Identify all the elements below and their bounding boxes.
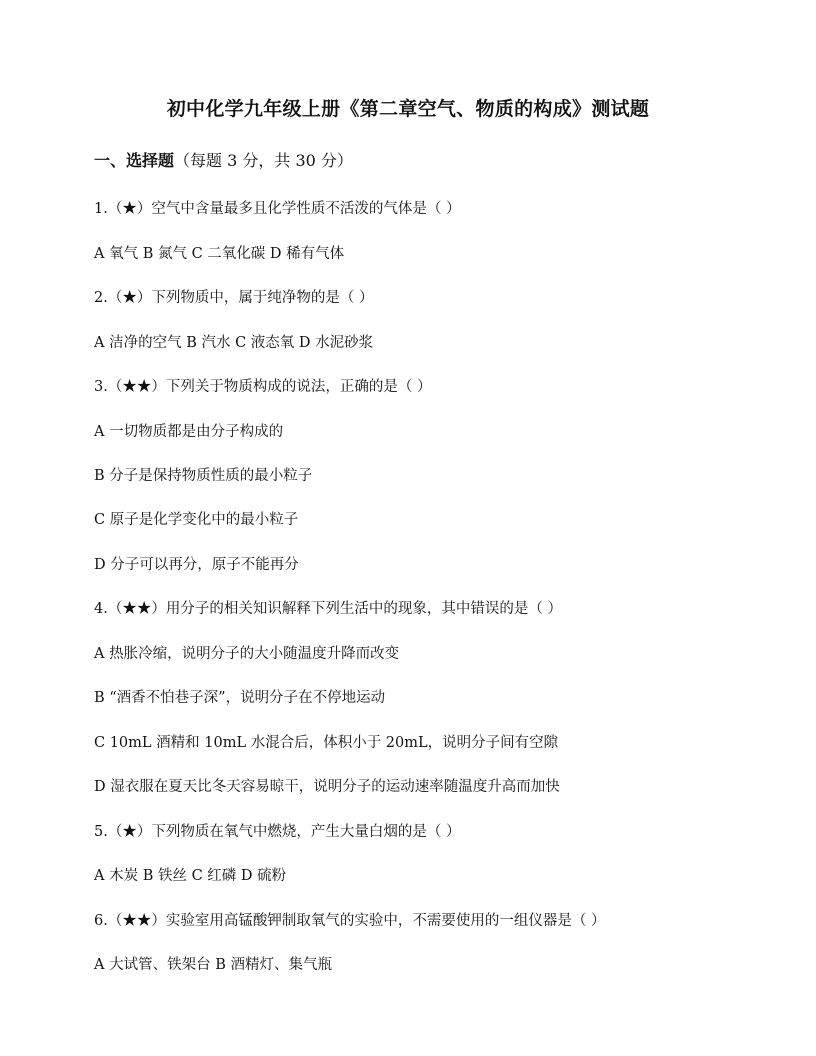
question-6-options: A 大试管、铁架台 B 酒精灯、集气瓶 [94,957,332,973]
question-4-option-d: D 湿衣服在夏天比冬天容易晾干，说明分子的运动速率随温度升高而加快 [94,779,560,795]
question-2: 2.（★）下列物质中，属于纯净物的是（ ） [94,290,374,306]
section-title: 一、选择题 [94,151,175,170]
page-title: 初中化学九年级上册《第二章空气、物质的构成》测试题 [166,98,650,120]
question-3-option-c: C 原子是化学变化中的最小粒子 [94,512,299,528]
question-2-options: A 洁净的空气 B 汽水 C 液态氧 D 水泥砂浆 [94,335,374,351]
question-4-option-b: B “酒香不怕巷子深”，说明分子在不停地运动 [94,690,386,706]
question-1: 1.（★）空气中含量最多且化学性质不活泼的气体是（ ） [94,201,461,217]
question-5: 5.（★）下列物质在氧气中燃烧，产生大量白烟的是（ ） [94,824,461,840]
question-3-option-d: D 分子可以再分，原子不能再分 [94,557,299,573]
question-3-option-a: A 一切物质都是由分子构成的 [94,424,284,440]
section-heading [94,150,353,172]
question-4-option-a: A 热胀冷缩，说明分子的大小随温度升降而改变 [94,646,400,662]
question-4-option-c: C 10mL 酒精和 10mL 水混合后，体积小于 20mL，说明分子间有空隙 [94,735,559,751]
question-6: 6.（★★）实验室用高锰酸钾制取氧气的实验中，不需要使用的一组仪器是（ ） [94,913,606,929]
question-4: 4.（★★）用分子的相关知识解释下列生活中的现象，其中错误的是（ ） [94,601,562,617]
section-note: （每题 3 分，共 30 分） [174,151,353,170]
question-5-options: A 木炭 B 铁丝 C 红磷 D 硫粉 [94,868,287,884]
question-1-options: A 氧气 B 氮气 C 二氧化碳 D 稀有气体 [94,246,345,262]
question-3-option-b: B 分子是保持物质性质的最小粒子 [94,468,313,484]
question-3: 3.（★★）下列关于物质构成的说法，正确的是（ ） [94,379,432,395]
